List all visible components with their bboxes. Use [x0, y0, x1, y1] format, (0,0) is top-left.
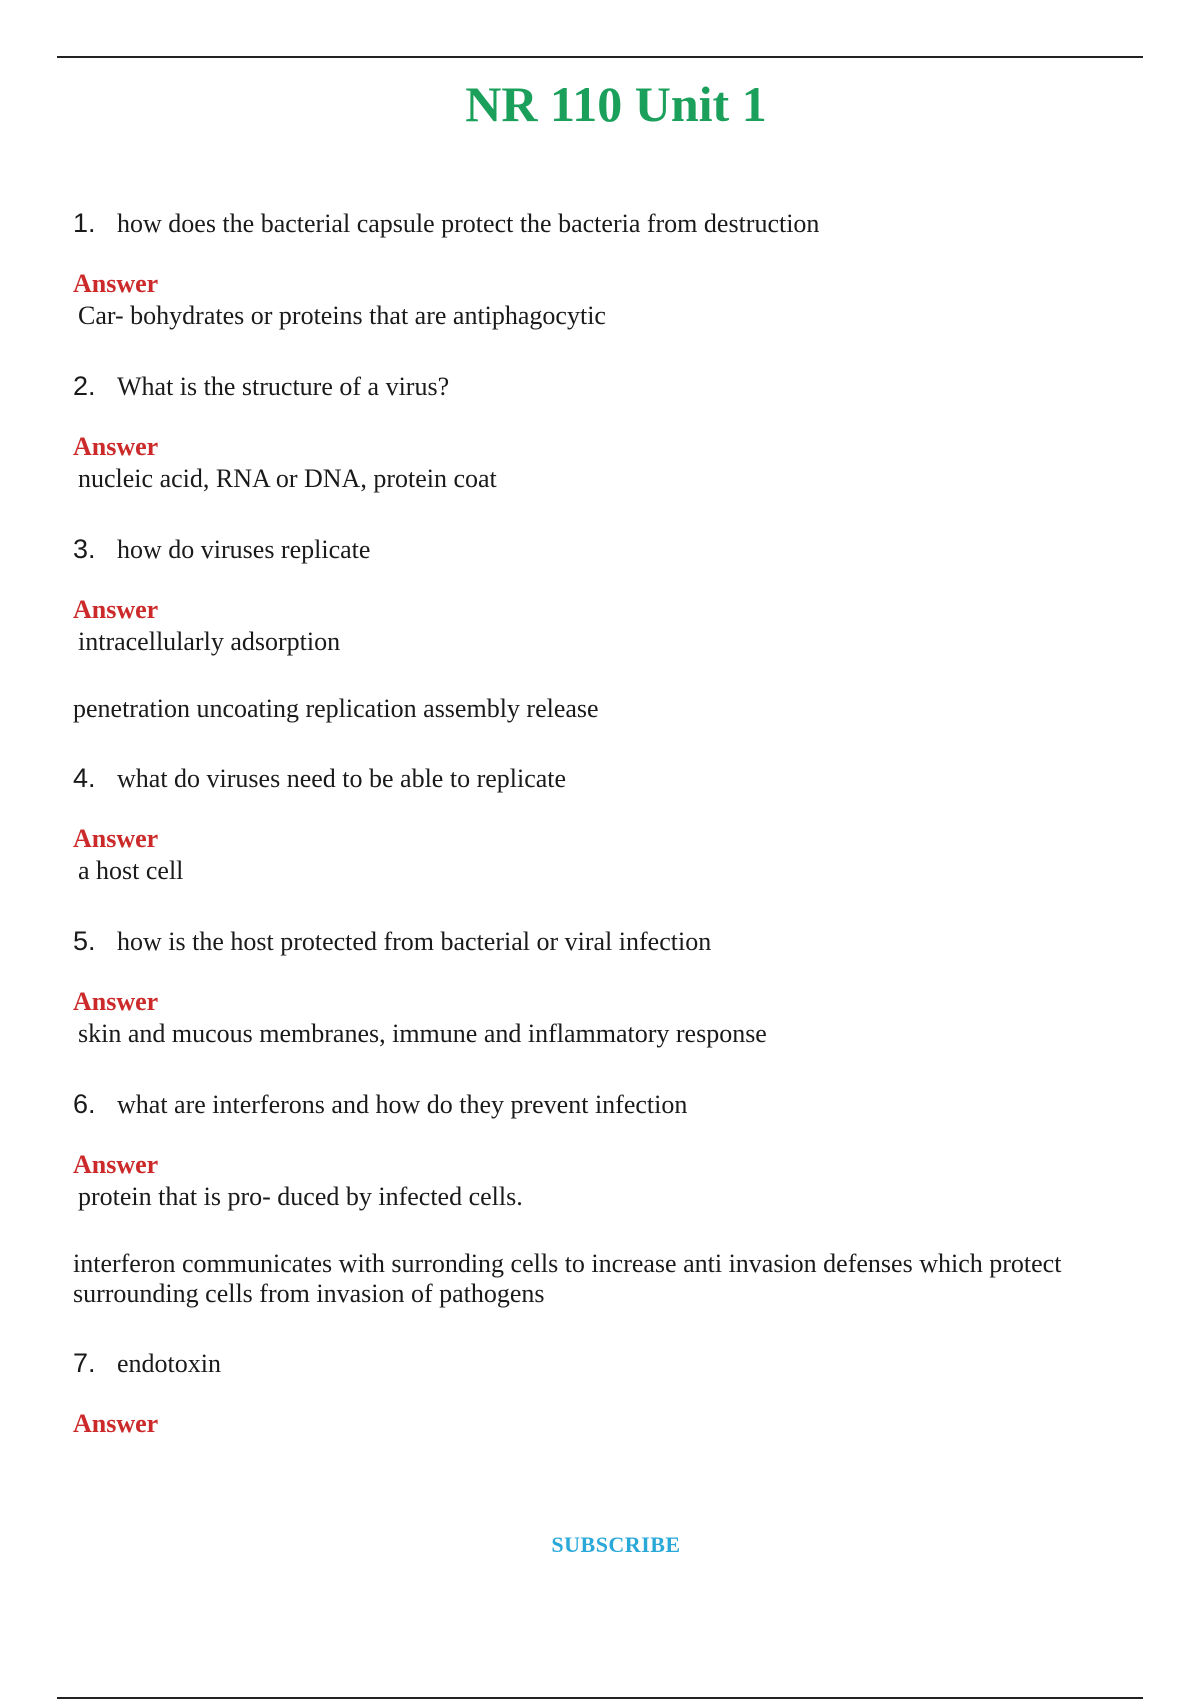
question-2	[73, 369, 1143, 403]
page-title: NR 110 Unit 1	[465, 76, 767, 132]
bottom-rule	[57, 1697, 1143, 1699]
answer-label: Answer	[73, 824, 159, 853]
question-text: what do viruses need to be able to replicate	[117, 764, 567, 793]
qa-item-3	[73, 532, 1143, 724]
answer-text: Car- bohydrates or proteins that are antiphagocytic	[78, 301, 606, 330]
answer-text: nucleic acid, RNA or DNA, protein coat	[78, 464, 497, 493]
question-3	[73, 532, 1143, 566]
answer-label: Answer	[73, 432, 159, 461]
question-number: 7.	[73, 1348, 96, 1378]
top-rule	[57, 56, 1143, 58]
answer-label: Answer	[73, 1409, 159, 1438]
qa-item-4	[73, 761, 1143, 887]
question-number: 5.	[73, 926, 96, 956]
answer-extra-text: interferon communicates with surronding cells to increase anti invasion defenses which protect surrounding cells from invasion of pathogens	[73, 1249, 1062, 1308]
question-text: what are interferons and how do they prevent infection	[117, 1090, 688, 1119]
answer-label: Answer	[73, 1150, 159, 1179]
answer-text: protein that is pro- duced by infected cells.	[78, 1182, 523, 1211]
question-text: how does the bacterial capsule protect the bacteria from destruction	[117, 209, 820, 238]
question-1	[73, 206, 1143, 240]
question-number: 4.	[73, 763, 96, 793]
question-number: 2.	[73, 371, 96, 401]
answer-extra-text: penetration uncoating replication assembly release	[73, 694, 599, 723]
question-4	[73, 761, 1143, 795]
answer-label: Answer	[73, 987, 159, 1016]
answer-label: Answer	[73, 269, 159, 298]
question-7	[73, 1346, 1143, 1380]
question-number: 3.	[73, 534, 96, 564]
qa-item-1	[73, 206, 1143, 332]
qa-item-6	[73, 1087, 1143, 1309]
question-text: endotoxin	[117, 1349, 221, 1378]
question-6	[73, 1087, 1143, 1121]
question-number: 1.	[73, 208, 96, 238]
subscribe-link[interactable]: SUBSCRIBE	[551, 1532, 681, 1557]
question-text: how do viruses replicate	[117, 535, 371, 564]
question-5	[73, 924, 1143, 958]
question-text: What is the structure of a virus?	[117, 372, 450, 401]
answer-label: Answer	[73, 595, 159, 624]
answer-text: a host cell	[78, 856, 184, 885]
question-text: how is the host protected from bacterial or viral infection	[117, 927, 712, 956]
answer-text: intracellularly adsorption	[78, 627, 341, 656]
qa-item-7	[73, 1346, 1143, 1440]
answer-text: skin and mucous membranes, immune and inflammatory response	[78, 1019, 767, 1048]
qa-item-2	[73, 369, 1143, 495]
question-number: 6.	[73, 1089, 96, 1119]
qa-item-5	[73, 924, 1143, 1050]
qa-list	[73, 206, 1143, 1440]
